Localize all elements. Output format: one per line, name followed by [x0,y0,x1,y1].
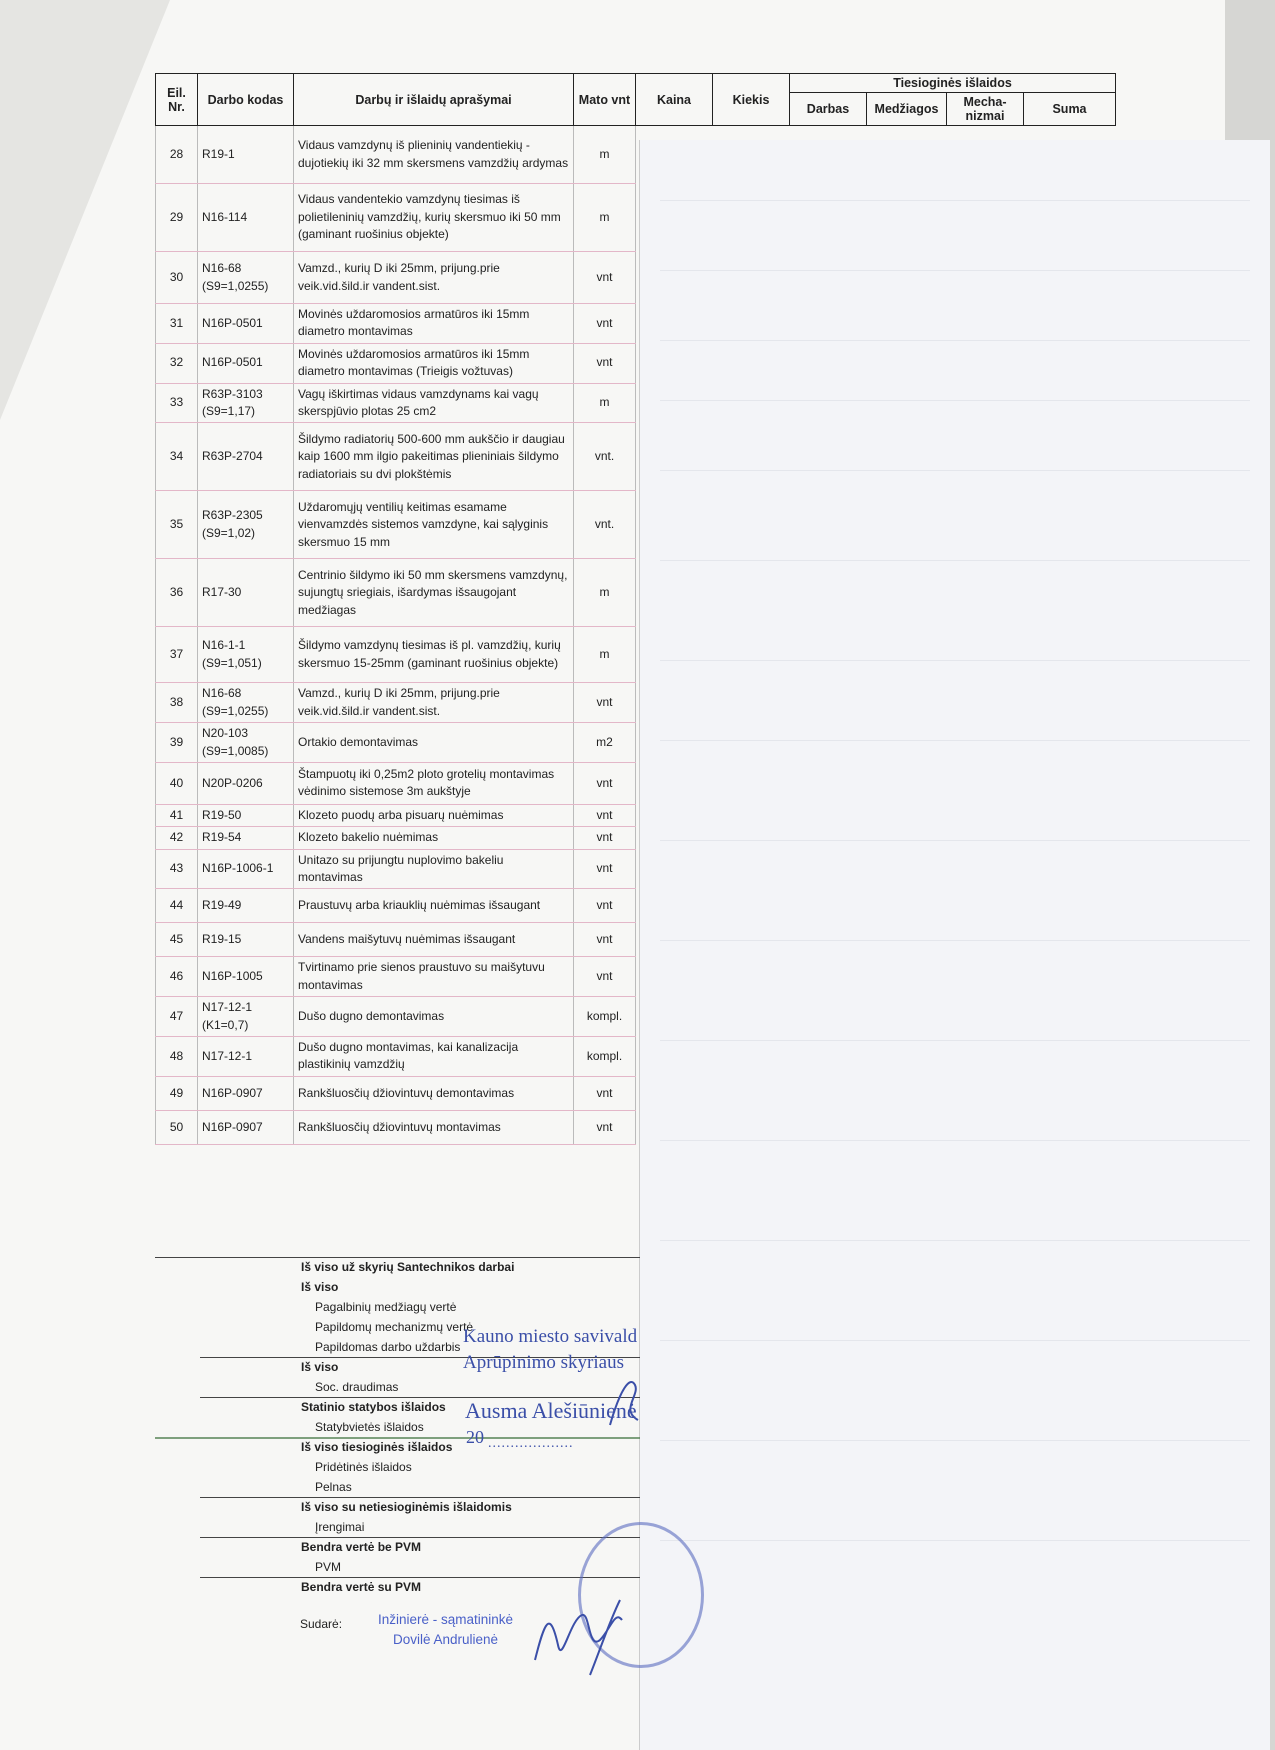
row-cost-cell [713,923,790,957]
row-number: 40 [156,762,198,804]
row-number: 41 [156,804,198,826]
row-description: Šildymo radiatorių 500-600 mm aukščio ir daugiau kaip 1600 mm ilgio pakeitimas plieniniais šildymo radiatoriais su dvi plokštėmis [294,423,574,491]
row-cost-cell [1024,923,1116,957]
row-cost-cell [1024,762,1116,804]
row-cost-cell [947,997,1024,1037]
row-number: 45 [156,923,198,957]
row-number: 49 [156,1076,198,1110]
table-row [156,343,1116,383]
engineer-name: Dovilė Andrulienė [392,1632,499,1648]
row-cost-cell [867,762,947,804]
row-cost-cell [867,957,947,997]
row-code: R19-50 [198,804,294,826]
row-cost-cell [1024,491,1116,559]
row-cost-cell [867,1076,947,1110]
row-cost-cell [1024,1076,1116,1110]
row-cost-cell [1024,423,1116,491]
row-cost-cell [947,957,1024,997]
row-code: R19-49 [198,889,294,923]
engineer-signature [530,1590,640,1680]
header-sum: Suma [1024,93,1116,126]
row-cost-cell [1024,804,1116,826]
table-row [156,1037,1116,1077]
row-code: N16P-1006-1 [198,849,294,889]
row-number: 30 [156,252,198,304]
row-cost-cell [947,1110,1024,1144]
row-cost-cell [790,997,867,1037]
row-code: R63P-2305 (S9=1,02) [198,491,294,559]
row-number: 50 [156,1110,198,1144]
row-code: N17-12-1 (K1=0,7) [198,997,294,1037]
table-row [156,889,1116,923]
row-cost-cell [636,1076,713,1110]
summary-row: Pridėtinės išlaidos [315,1460,412,1474]
row-cost-cell [636,923,713,957]
row-cost-cell [713,1110,790,1144]
row-cost-cell [790,762,867,804]
row-cost-cell [713,184,790,252]
row-cost-cell [790,889,867,923]
row-cost-cell [947,804,1024,826]
summary-row: Iš viso už skyrių Santechnikos darbai [301,1260,515,1274]
row-unit: vnt [574,1110,636,1144]
row-description: Vandens maišytuvų nuėmimas išsaugant [294,923,574,957]
row-unit: vnt. [574,423,636,491]
row-number: 37 [156,627,198,683]
table-row [156,1076,1116,1110]
row-cost-cell [867,683,947,723]
row-cost-cell [636,423,713,491]
row-cost-cell [947,827,1024,849]
table-row [156,923,1116,957]
row-description: Vamzd., kurių D iki 25mm, prijung.prie veik.vid.šild.ir vandent.sist. [294,683,574,723]
row-unit: vnt [574,252,636,304]
row-code: N16-1-1 (S9=1,051) [198,627,294,683]
row-number: 29 [156,184,198,252]
row-cost-cell [867,827,947,849]
summary-row: Statybvietės išlaidos [315,1420,424,1434]
row-description: Tvirtinamo prie sienos praustuvo su maišytuvu montavimas [294,957,574,997]
table-row [156,723,1116,763]
row-cost-cell [713,559,790,627]
table-row [156,491,1116,559]
row-cost-cell [1024,827,1116,849]
row-cost-cell [790,343,867,383]
row-cost-cell [867,184,947,252]
row-cost-cell [790,126,867,184]
row-cost-cell [1024,849,1116,889]
row-code: N16P-0501 [198,343,294,383]
row-cost-cell [1024,723,1116,763]
row-description: Rankšluosčių džiovintuvų demontavimas [294,1076,574,1110]
row-cost-cell [790,627,867,683]
table-row [156,849,1116,889]
row-cost-cell [947,304,1024,344]
row-cost-cell [867,383,947,423]
row-number: 33 [156,383,198,423]
row-cost-cell [790,304,867,344]
row-unit: m2 [574,723,636,763]
row-description: Klozeto bakelio nuėmimas [294,827,574,849]
row-cost-cell [947,126,1024,184]
row-cost-cell [867,849,947,889]
row-cost-cell [713,1076,790,1110]
row-description: Štampuotų iki 0,25m2 ploto grotelių montavimas vėdinimo sistemose 3m aukštyje [294,762,574,804]
table-row [156,1110,1116,1144]
table-row [156,184,1116,252]
row-cost-cell [1024,184,1116,252]
table-row [156,559,1116,627]
header-quantity: Kiekis [713,74,790,126]
stamp-line-2: Aprūpinimo skyriaus [463,1352,624,1373]
table-row [156,683,1116,723]
row-cost-cell [790,252,867,304]
row-unit: vnt [574,957,636,997]
row-cost-cell [867,491,947,559]
row-number: 31 [156,304,198,344]
row-cost-cell [636,827,713,849]
summary-row: Statinio statybos išlaidos [301,1400,446,1414]
row-cost-cell [790,827,867,849]
stamp-line-1: Kauno miesto savivald [463,1326,638,1347]
row-number: 35 [156,491,198,559]
row-unit: vnt [574,1076,636,1110]
row-code: N16P-0907 [198,1110,294,1144]
row-description: Rankšluosčių džiovintuvų montavimas [294,1110,574,1144]
row-number: 38 [156,683,198,723]
row-cost-cell [636,184,713,252]
row-cost-cell [1024,383,1116,423]
row-cost-cell [947,849,1024,889]
row-description: Movinės uždaromosios armatūros iki 15mm diametro montavimas [294,304,574,344]
row-unit: vnt [574,827,636,849]
row-number: 43 [156,849,198,889]
row-cost-cell [713,491,790,559]
row-cost-cell [1024,1110,1116,1144]
summary-row: Iš viso tiesioginės išlaidos [301,1440,453,1454]
table-row [156,997,1116,1037]
row-number: 48 [156,1037,198,1077]
engineer-role: Inžinierė - sąmatininkė [378,1612,514,1627]
row-cost-cell [947,1076,1024,1110]
header-unit: Mato vnt [574,74,636,126]
row-cost-cell [636,1110,713,1144]
row-unit: vnt [574,683,636,723]
summary-row: Pelnas [315,1480,352,1494]
row-code: N16-68 (S9=1,0255) [198,683,294,723]
row-cost-cell [713,762,790,804]
row-cost-cell [636,559,713,627]
row-cost-cell [636,849,713,889]
row-cost-cell [1024,252,1116,304]
row-number: 44 [156,889,198,923]
header-mechanisms: Mecha-nizmai [947,93,1024,126]
row-code: N16-114 [198,184,294,252]
row-number: 32 [156,343,198,383]
row-cost-cell [790,184,867,252]
row-cost-cell [947,683,1024,723]
row-cost-cell [947,491,1024,559]
row-unit: m [574,383,636,423]
row-cost-cell [713,889,790,923]
row-cost-cell [636,252,713,304]
summary-row: Papildomas darbo uždarbis [315,1340,461,1354]
row-cost-cell [867,252,947,304]
table-body [156,126,1116,1145]
header-materials: Medžiagos [867,93,947,126]
row-description: Vamzd., kurių D iki 25mm, prijung.prie veik.vid.šild.ir vandent.sist. [294,252,574,304]
row-cost-cell [947,723,1024,763]
row-cost-cell [713,423,790,491]
table-row [156,627,1116,683]
row-cost-cell [713,827,790,849]
row-code: N16P-0907 [198,1076,294,1110]
row-cost-cell [867,923,947,957]
row-unit: vnt. [574,491,636,559]
row-cost-cell [1024,889,1116,923]
row-cost-cell [867,723,947,763]
table-row [156,957,1116,997]
row-cost-cell [713,343,790,383]
row-cost-cell [636,957,713,997]
row-cost-cell [867,1110,947,1144]
row-code: R63P-2704 [198,423,294,491]
row-cost-cell [713,383,790,423]
row-cost-cell [867,1037,947,1077]
row-cost-cell [867,126,947,184]
row-number: 28 [156,126,198,184]
row-cost-cell [636,997,713,1037]
row-unit: vnt [574,343,636,383]
row-cost-cell [713,1037,790,1077]
header-price: Kaina [636,74,713,126]
row-cost-cell [790,804,867,826]
row-cost-cell [790,923,867,957]
header-description: Darbų ir išlaidų aprašymai [294,74,574,126]
row-code: R19-15 [198,923,294,957]
row-cost-cell [1024,627,1116,683]
row-description: Šildymo vamzdynų tiesimas iš pl. vamzdžių, kurių skersmuo 15-25mm (gaminant ruošinius objekte) [294,627,574,683]
summary-row: Iš viso [301,1360,339,1374]
row-cost-cell [947,252,1024,304]
row-number: 47 [156,997,198,1037]
row-cost-cell [636,491,713,559]
row-cost-cell [1024,559,1116,627]
row-unit: vnt [574,304,636,344]
row-cost-cell [790,1037,867,1077]
row-cost-cell [713,849,790,889]
summary-row: Iš viso [301,1280,339,1294]
table-row [156,762,1116,804]
row-cost-cell [713,683,790,723]
table-row [156,126,1116,184]
summary-row: Iš viso su netiesioginėmis išlaidomis [301,1500,512,1514]
row-cost-cell [947,627,1024,683]
row-cost-cell [947,889,1024,923]
row-cost-cell [790,1110,867,1144]
table-row [156,304,1116,344]
engineer-block [378,1610,513,1651]
row-cost-cell [790,957,867,997]
row-code: N16P-0501 [198,304,294,344]
row-cost-cell [713,804,790,826]
row-cost-cell [1024,304,1116,344]
row-unit: vnt [574,804,636,826]
header-direct-costs: Tiesioginės išlaidos [790,74,1116,93]
row-description: Uždaromųjų ventilių keitimas esamame vienvamzdės sistemos vamzdyne, kai sąlyginis skersmuo 15 mm [294,491,574,559]
row-cost-cell [947,1037,1024,1077]
row-cost-cell [636,683,713,723]
row-cost-cell [713,957,790,997]
row-cost-cell [1024,683,1116,723]
row-description: Dušo dugno montavimas, kai kanalizacija plastikinių vamzdžių [294,1037,574,1077]
stamp-name: Ausma Alešiūnienė [465,1398,637,1423]
header-code: Darbo kodas [198,74,294,126]
row-cost-cell [790,1076,867,1110]
summary-row: Įrengimai [315,1520,365,1534]
table-row [156,252,1116,304]
row-code: R17-30 [198,559,294,627]
row-cost-cell [1024,1037,1116,1077]
row-description: Vidaus vandentekio vamzdynų tiesimas iš polietileninių vamzdžių, kurių skersmuo iki 50 mm (gaminant ruošinius objekte) [294,184,574,252]
row-unit: kompl. [574,997,636,1037]
row-unit: kompl. [574,1037,636,1077]
row-cost-cell [947,343,1024,383]
row-cost-cell [636,889,713,923]
table-row [156,383,1116,423]
row-cost-cell [947,184,1024,252]
row-description: Unitazo su prijungtu nuplovimo bakeliu montavimas [294,849,574,889]
row-code: N17-12-1 [198,1037,294,1077]
summary-row: PVM [315,1560,342,1574]
table-row [156,423,1116,491]
row-cost-cell [867,304,947,344]
row-unit: vnt [574,762,636,804]
row-description: Ortakio demontavimas [294,723,574,763]
row-cost-cell [713,997,790,1037]
row-number: 36 [156,559,198,627]
row-unit: m [574,559,636,627]
row-description: Klozeto puodų arba pisuarų nuėmimas [294,804,574,826]
row-cost-cell [636,723,713,763]
summary-block [155,1257,640,1597]
row-cost-cell [947,423,1024,491]
row-cost-cell [790,723,867,763]
row-cost-cell [636,762,713,804]
estimate-table [155,73,1116,1145]
row-code: N16-68 (S9=1,0255) [198,252,294,304]
row-description: Dušo dugno demontavimas [294,997,574,1037]
page-fold-shadow [0,0,170,420]
row-cost-cell [713,627,790,683]
row-cost-cell [1024,126,1116,184]
summary-row: Pagalbinių medžiagų vertė [315,1300,457,1314]
row-cost-cell [867,997,947,1037]
row-cost-cell [790,491,867,559]
signature-stamp-mark [600,1370,650,1430]
row-unit: m [574,627,636,683]
row-unit: m [574,126,636,184]
row-cost-cell [1024,997,1116,1037]
row-description: Vidaus vamzdynų iš plieninių vandentiekių - dujotiekių iki 32 mm skersmens vamzdžių ardymas [294,126,574,184]
table-row [156,827,1116,849]
summary-row: Bendra vertė be PVM [301,1540,422,1554]
row-cost-cell [790,849,867,889]
row-cost-cell [947,923,1024,957]
row-code: N20-103 (S9=1,0085) [198,723,294,763]
row-description: Centrinio šildymo iki 50 mm skersmens vamzdynų, sujungtų sriegiais, išardymas išsaugojant medžiagas [294,559,574,627]
row-cost-cell [867,559,947,627]
row-unit: m [574,184,636,252]
row-cost-cell [867,343,947,383]
row-cost-cell [713,126,790,184]
summary-row: Soc. draudimas [315,1380,399,1394]
stamp-date: 20 [466,1427,484,1447]
row-number: 39 [156,723,198,763]
row-code: R19-54 [198,827,294,849]
row-cost-cell [867,627,947,683]
summary-row: Papildomų mechanizmų vertė [315,1320,474,1334]
row-cost-cell [867,889,947,923]
row-cost-cell [636,627,713,683]
row-cost-cell [636,126,713,184]
header-nr: Eil. Nr. [156,74,198,126]
row-cost-cell [790,383,867,423]
row-cost-cell [867,423,947,491]
row-code: R19-1 [198,126,294,184]
row-cost-cell [636,383,713,423]
stamp-date-line: ................... [488,1436,574,1451]
row-cost-cell [636,304,713,344]
row-description: Movinės uždaromosios armatūros iki 15mm diametro montavimas (Trieigis vožtuvas) [294,343,574,383]
row-cost-cell [947,559,1024,627]
summary-row: Bendra vertė su PVM [301,1580,422,1594]
row-cost-cell [867,804,947,826]
row-unit: vnt [574,923,636,957]
row-unit: vnt [574,889,636,923]
row-number: 46 [156,957,198,997]
row-number: 42 [156,827,198,849]
row-code: N20P-0206 [198,762,294,804]
row-cost-cell [790,423,867,491]
row-cost-cell [1024,343,1116,383]
row-cost-cell [947,762,1024,804]
row-cost-cell [636,343,713,383]
row-cost-cell [636,1037,713,1077]
row-cost-cell [713,723,790,763]
row-cost-cell [1024,957,1116,997]
row-cost-cell [947,383,1024,423]
row-description: Vagų iškirtimas vidaus vamzdynams kai vagų skerspjūvio plotas 25 cm2 [294,383,574,423]
header-labor: Darbas [790,93,867,126]
row-code: R63P-3103 (S9=1,17) [198,383,294,423]
row-cost-cell [790,559,867,627]
row-description: Praustuvų arba kriauklių nuėmimas išsaugant [294,889,574,923]
table-row [156,804,1116,826]
row-cost-cell [713,252,790,304]
row-cost-cell [636,804,713,826]
row-cost-cell [790,683,867,723]
compiled-by-label: Sudarė: [300,1617,343,1631]
row-unit: vnt [574,849,636,889]
row-number: 34 [156,423,198,491]
row-cost-cell [713,304,790,344]
row-code: N16P-1005 [198,957,294,997]
